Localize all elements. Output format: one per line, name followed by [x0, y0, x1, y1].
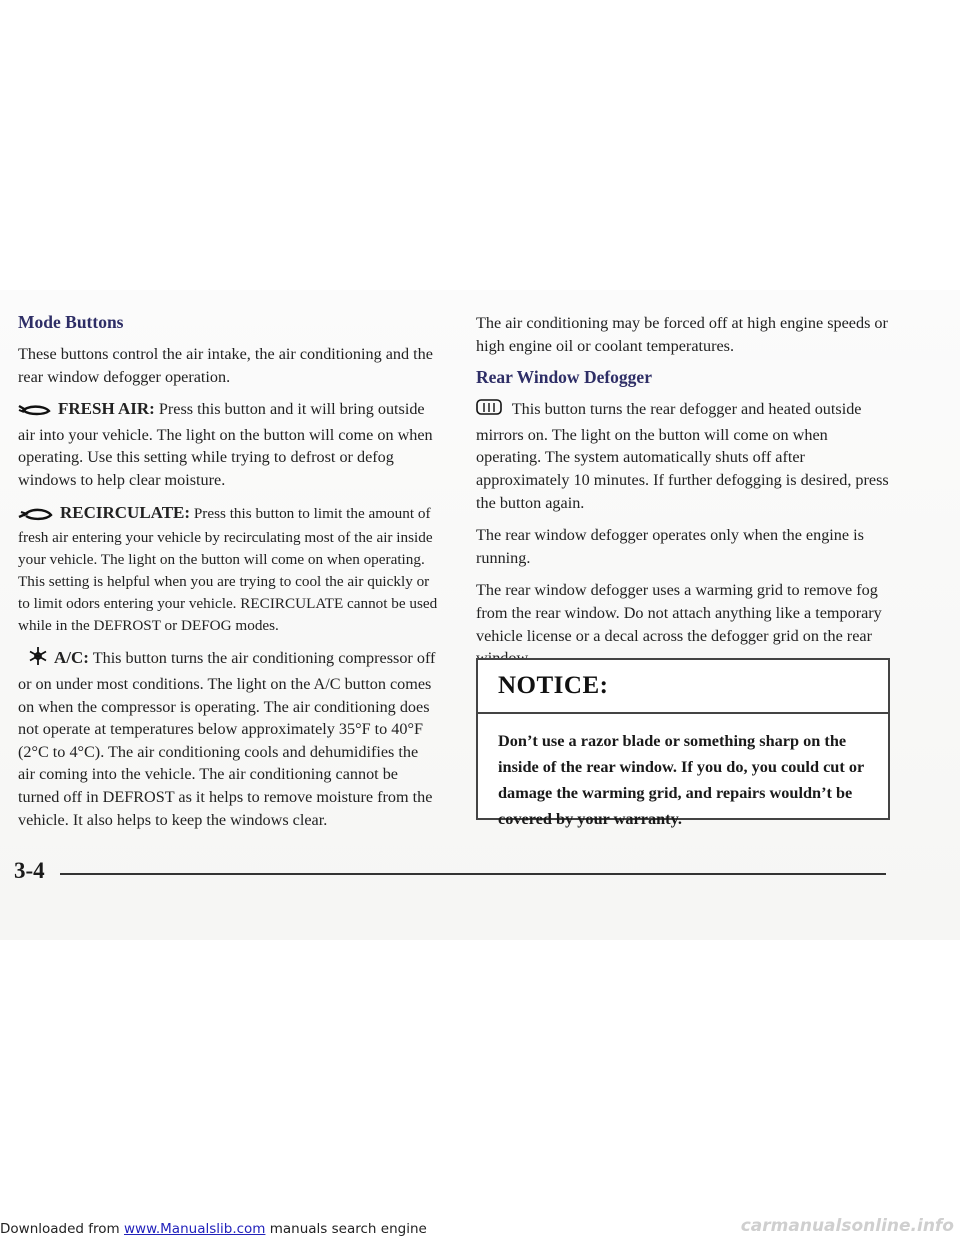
fresh-air-text: Press this button and it will bring outside air into your vehicle. The light on the button will come on when operating. Use this setting while trying to defrost or defog windows to help clear moisture. — [18, 400, 433, 489]
rear-defogger-paragraph — [476, 398, 892, 514]
download-footer — [0, 1221, 427, 1237]
mode-buttons-heading: Mode Buttons — [18, 312, 124, 332]
footer-prefix: Downloaded from — [0, 1221, 124, 1237]
footer-suffix: manuals search engine — [265, 1221, 427, 1237]
warming-grid-paragraph: The rear window defogger uses a warming grid to remove fog from the rear window. Do not attach anything like a temporary vehicle license or a decal across the defogger grid on the rear — [476, 581, 882, 645]
page-number: 3-4 — [14, 858, 45, 883]
right-column — [476, 312, 892, 680]
recirculate-text: Press this button to limit the amount of fresh air entering your vehicle by recirculating most of the air inside your vehicle. The light on the button will come on when operating. This setting is helpful when you are trying to cool the air quickly or to limit odors entering your vehicle. RECIRCULATE cannot be used while in the DEFROST or DEFOG modes. — [18, 504, 438, 634]
ac-forced-off-paragraph: The air conditioning may be forced off at high engine speeds or high engine oil or coolant temperatures. — [476, 314, 888, 355]
rear-defogger-icon — [476, 399, 502, 424]
recirculate-paragraph — [18, 502, 438, 637]
ac-term: A/C: — [54, 648, 89, 668]
notice-text: Don’t use a razor blade or something sharp on the inside of the rear window. If you do, you could cut or damage the warming grid, and repairs wouldn’t be covered by your warranty. — [498, 731, 864, 828]
ac-paragraph — [18, 646, 438, 831]
rear-defogger-text: This button turns the rear defogger and heated outside mirrors on. The light on the button will come on when operating. The system automatically shuts off after approximately 10 minutes. If further defogging is desired, press the button again. — [476, 400, 889, 512]
watermark: carmanualsonline.info — [740, 1216, 954, 1236]
notice-box — [476, 658, 890, 828]
notice-title: NOTICE: — [478, 660, 888, 714]
engine-running-paragraph: The rear window defogger operates only when the engine is running. — [476, 526, 864, 567]
ac-snowflake-icon — [28, 646, 48, 673]
fresh-air-paragraph — [18, 398, 438, 491]
rear-defogger-heading: Rear Window Defogger — [476, 367, 652, 388]
fresh-air-term: FRESH AIR: — [58, 399, 155, 419]
ac-text: This button turns the air conditioning compressor off or on under most conditions. The light on the A/C button comes on when the compressor is operating. The air conditioning does not operate at temperatures below approximately 35°F to 40°F (2°C to 4°C). The air conditioning cools and dehumidifies the air coming into the vehicle. The air conditioning cannot be turned off in DEFROST as it helps to remove moisture from the vehicle. It also helps to keep the windows clear. — [18, 649, 436, 829]
recirculate-term: RECIRCULATE: — [60, 502, 191, 522]
recirculate-icon — [18, 506, 54, 528]
left-column — [18, 312, 438, 841]
fresh-air-icon — [18, 401, 52, 424]
mode-buttons-intro: These buttons control the air intake, the air conditioning and the rear window defogger operation. — [18, 345, 433, 386]
manualslib-link[interactable]: www.Manualslib.com — [123, 1221, 266, 1237]
footer-rule — [60, 873, 886, 875]
